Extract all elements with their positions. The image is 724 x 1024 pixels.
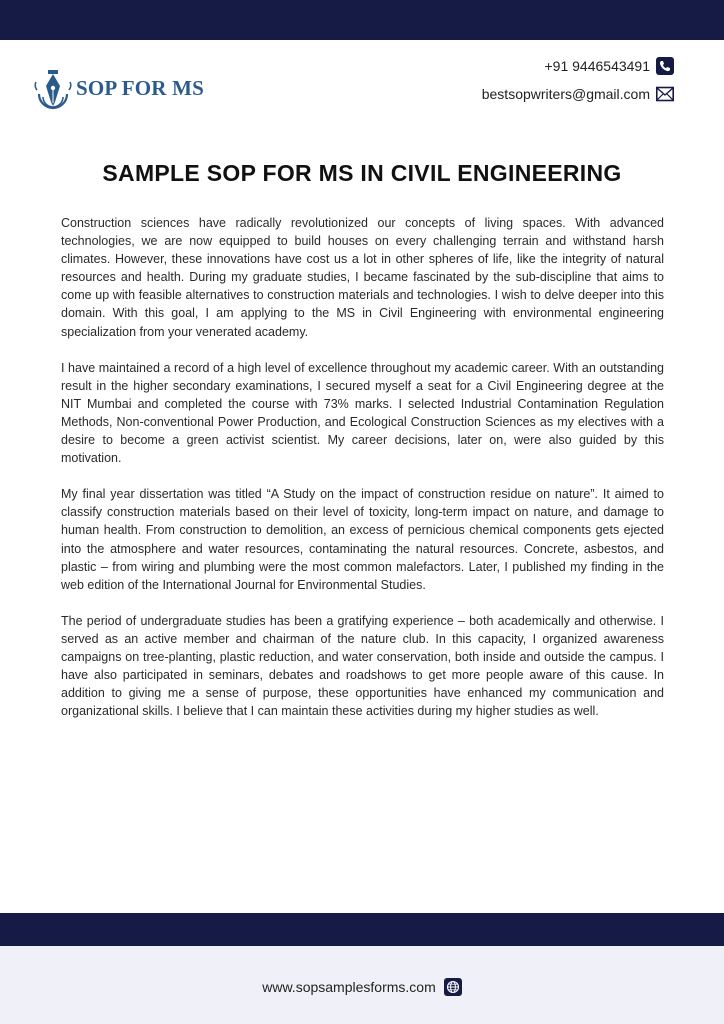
phone-number: +91 9446543491: [544, 58, 650, 74]
globe-icon: [444, 978, 462, 996]
brand-name: SOP FOR MS: [76, 75, 205, 100]
brand-logo: [34, 66, 204, 110]
website-url[interactable]: www.sopsamplesforms.com: [262, 979, 436, 995]
email-row: [482, 84, 674, 104]
contact-info: [482, 56, 674, 112]
footer-band: [0, 913, 724, 946]
envelope-icon: [656, 85, 674, 103]
top-header-band: [0, 0, 724, 40]
pen-nib-logo-icon: [34, 66, 72, 110]
paragraph-2: I have maintained a record of a high level of excellence throughout my academic career. With an outstanding result in the higher secondary examinations, I secured myself a seat for a Civil Engineering degree at the NIT Mumbai and completed the course with 73% marks. I selected Industrial Contamination Regulation Methods, Non-conventional Power Production, and Ecological Construction Sciences as my electives with a desire to become a green activist scientist. My career decisions, later on, were also guided by this motivation.: [61, 360, 664, 466]
paragraph-3: My final year dissertation was titled “A Study on the impact of construction residue on nature”. It aimed to classify construction materials based on their level of toxicity, long-term impact on nature, and damage to human health. From construction to demolition, an excess of pernicious chemical components gets ejected into the atmosphere and water resources, contaminating the natural resources. Concrete, asbestos, and plastic – from wiring and plumbing were the most common malefactors. Later, I published my finding in the web edition of the International Journal for Environmental Studies.: [61, 487, 664, 592]
document-title: SAMPLE SOP FOR MS IN CIVIL ENGINEERING: [102, 160, 622, 186]
footer-website: [0, 978, 724, 996]
paragraph-1: Construction sciences have radically revolutionized our concepts of living spaces. With advanced technologies, we are now equipped to build houses on every challenging terrain and withstand harsh climates. However, these innovations have cost us a lot in other spheres of life, like the integrity of natural resources and health. During my graduate studies, I became fascinated by the sub-discipline that aims to come up with feasible alternatives to construction materials and technologies. I wish to delve deeper into this domain. With this goal, I am applying to the MS in Civil Engineering with environmental engineering specialization from your venerated academy.: [61, 216, 664, 339]
document-body: [61, 214, 664, 738]
phone-icon: [656, 57, 674, 75]
email-address: bestsopwriters@gmail.com: [481, 86, 650, 102]
phone-row: [482, 56, 674, 76]
paragraph-4: The period of undergraduate studies has been a gratifying experience – both academically and otherwise. I served as an active member and chairman of the nature club. In this capacity, I organized awareness campaigns on tree-planting, plastic reduction, and water conservation, both inside and outside the campus. I have also participated in seminars, debates and roadshows to get more people aware of this cause. In addition to giving me a sense of purpose, these opportunities have enhanced my communication and organizational skills. I believe that I can maintain these activities during my higher studies as well.: [61, 613, 664, 719]
